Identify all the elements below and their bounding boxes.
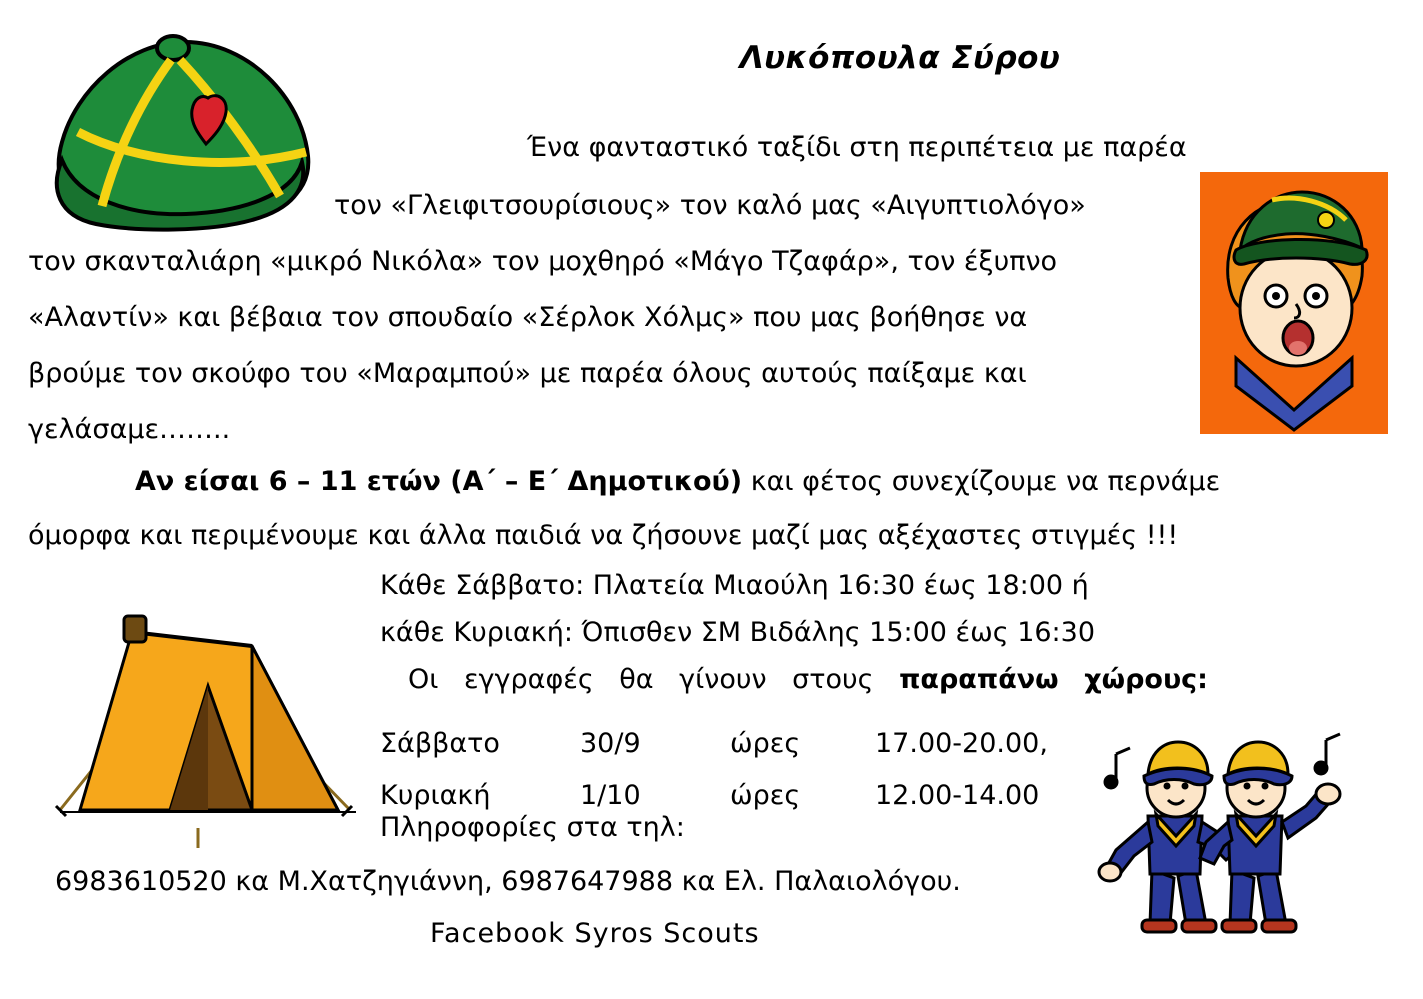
registration-word-0: Οι — [408, 664, 439, 695]
row-label: ώρες — [730, 780, 801, 811]
contact-phones: 6983610520 κα Μ.Χατζηγιάννη, 6987647988 κα Ελ. Παλαιολόγου. — [55, 866, 961, 897]
intro-line-4: «Αλαντίν» και βέβαια τον σπουδαίο «Σέρλοκ Χόλμς» που μας βοήθησε να — [28, 302, 1028, 333]
registration-note — [380, 656, 1208, 703]
schedule-saturday: Κάθε Σάββατο: Πλατεία Μιαούλη 16:30 έως 18:00 ή — [380, 570, 1089, 601]
intro-line-1: Ένα φανταστικό ταξίδι στη περιπέτεια με παρέα — [527, 132, 1187, 163]
row-hours: 17.00-20.00, — [875, 728, 1048, 759]
row-label: ώρες — [730, 728, 801, 759]
age-range-bold: Αν είσαι 6 – 11 ετών (Α΄ – Ε΄ Δημοτικού) — [135, 466, 743, 497]
registration-word-3: γίνουν — [679, 664, 767, 695]
registration-table — [380, 718, 1080, 822]
info-label: Πληροφορίες στα τηλ: — [380, 812, 685, 843]
intro-line-6: γελάσαμε…….. — [28, 414, 231, 445]
intro-line-2: τον «Γλειφιτσουρίσιους» τον καλό μας «Αιγυπτιολόγο» — [334, 190, 1086, 221]
intro-line-3: τον σκανταλιάρη «μικρό Νικόλα» τον μοχθηρό «Μάγο Τζαφάρ», τον έξυπνο — [28, 246, 1058, 277]
row-hours: 12.00-14.00 — [875, 780, 1040, 811]
registration-word-5: παραπάνω — [899, 664, 1059, 695]
schedule-sunday: κάθε Κυριακή: Όπισθεν ΣΜ Βιδάλης 15:00 έως 16:30 — [380, 617, 1095, 648]
row-date: 1/10 — [580, 780, 641, 811]
row-day: Σάββατο — [380, 728, 500, 759]
registration-word-6: χώρους: — [1084, 664, 1208, 695]
two-cub-scouts-icon — [1090, 718, 1355, 943]
page-title: Λυκόπουλα Σύρου — [739, 40, 1061, 76]
meeting-schedule — [380, 562, 1210, 703]
camping-tent-icon — [20, 600, 380, 850]
table-row — [380, 718, 1080, 770]
age-rest: και φέτος συνεχίζουμε να περνάμε — [742, 466, 1221, 497]
intro-line-5: βρούμε τον σκούφο του «Μαραμπού» με παρέα όλους αυτούς παίξαμε και — [28, 358, 1027, 389]
scout-cap-icon — [40, 20, 330, 240]
cub-scout-boy-photo — [1200, 172, 1388, 434]
row-day: Κυριακή — [380, 780, 491, 811]
registration-word-2: θα — [619, 664, 654, 695]
registration-word-4: στους — [792, 664, 874, 695]
age-line-2: όμορφα και περιμένουμε και άλλα παιδιά να ζήσουνε μαζί μας αξέχαστες στιγμές !!! — [28, 520, 1179, 551]
facebook-handle[interactable]: Facebook Syros Scouts — [430, 918, 760, 949]
registration-word-1: εγγραφές — [463, 664, 594, 695]
row-date: 30/9 — [580, 728, 641, 759]
